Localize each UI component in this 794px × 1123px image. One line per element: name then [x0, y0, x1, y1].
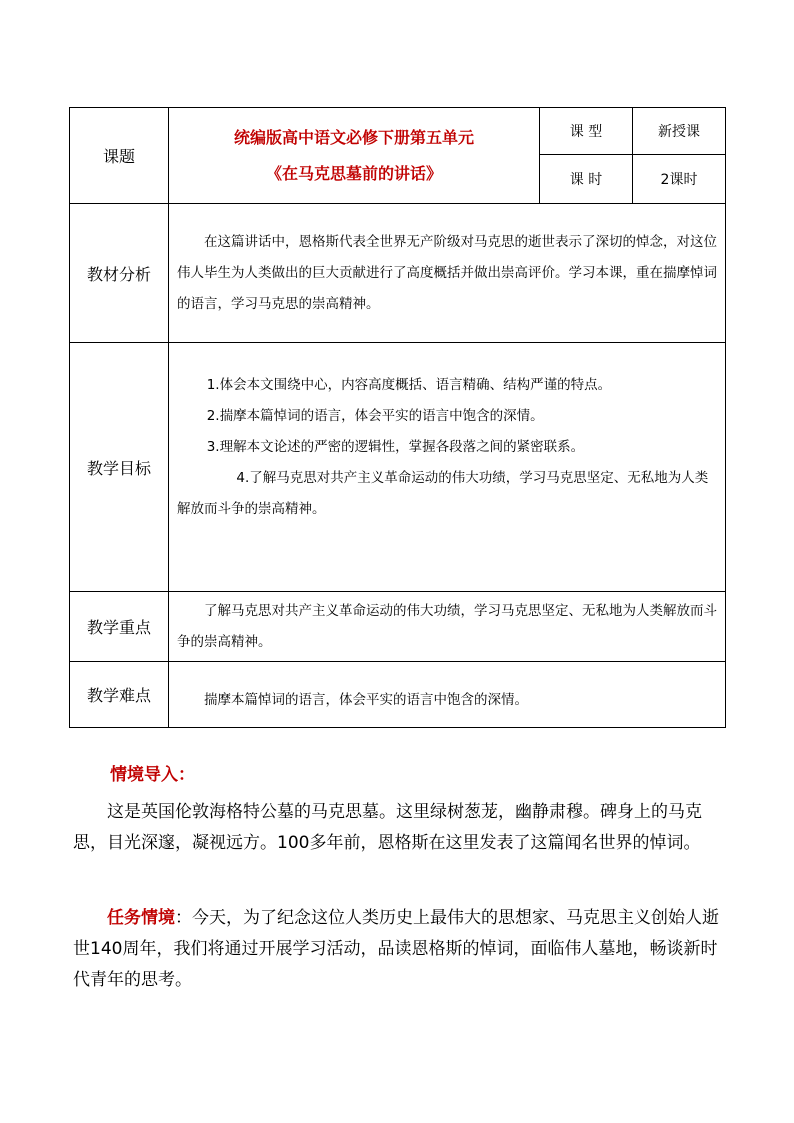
hours-value: 2课时 — [633, 155, 726, 204]
intro-heading: 情境导入： — [110, 765, 195, 785]
lesson-plan-table — [69, 107, 726, 728]
lesson-title-line1: 统编版高中语文必修下册第五单元 — [233, 127, 474, 147]
goals-label: 教学目标 — [70, 343, 169, 592]
difficulty-text: 揣摩本篇悼词的语言，体会平实的语言中饱含的深情。 — [204, 692, 528, 708]
task-heading: 任务情境 — [107, 908, 175, 928]
goal-item-1: 1.体会本文围绕中心，内容高度概括、语言精确、结构严谨的特点。 — [206, 376, 612, 393]
difficulty-cell — [169, 662, 726, 728]
topic-label: 课题 — [70, 108, 169, 204]
analysis-text: 在这篇讲话中，恩格斯代表全世界无产阶级对马克思的逝世表示了深切的悼念，对这位伟人毕生为人类做出的巨大贡献进行了高度概括并做出崇高评价。学习本课，重在揣摩悼词的语言，学习马克思的崇高精神。 — [177, 233, 717, 312]
difficulty-label: 教学难点 — [70, 662, 169, 728]
lesson-title — [169, 108, 540, 204]
goals-cell — [169, 343, 726, 592]
analysis-label: 教材分析 — [70, 204, 169, 343]
intro-section — [73, 760, 723, 859]
goal-item-3: 3.理解本文论述的严密的逻辑性，掌握各段落之间的紧密联系。 — [206, 438, 585, 455]
focus-text: 了解马克思对共产主义革命运动的伟大功绩，学习马克思坚定、无私地为人类解放而斗争的崇高精神。 — [177, 602, 717, 650]
lesson-title-line2: 《在马克思墓前的讲话》 — [265, 163, 442, 183]
intro-text: 这是英国伦敦海格特公墓的马克思墓。这里绿树葱茏，幽静肃穆。碑身上的马克思，目光深邃，凝视远方。100多年前，恩格斯在这里发表了这篇闻名世界的悼词。 — [73, 802, 702, 853]
goal-item-4: 4.了解马克思对共产主义革命运动的伟大功绩，学习马克思坚定、无私地为人类解放而斗争的崇高精神。 — [177, 469, 709, 517]
analysis-cell — [169, 204, 726, 343]
goal-item-2: 2.揣摩本篇悼词的语言，体会平实的语言中饱含的深情。 — [206, 407, 544, 424]
focus-label: 教学重点 — [70, 592, 169, 662]
hours-label: 课 时 — [540, 155, 633, 204]
task-section — [73, 903, 723, 996]
task-text: ：今天，为了纪念这位人类历史上最伟大的思想家、马克思主义创始人逝世140周年，我们将通过开展学习活动，品读恩格斯的悼词，面临伟人墓地，畅谈新时代青年的思考。 — [73, 908, 719, 990]
type-label: 课 型 — [540, 108, 633, 155]
task-paragraph — [73, 903, 723, 996]
type-value: 新授课 — [633, 108, 726, 155]
focus-cell — [169, 592, 726, 662]
